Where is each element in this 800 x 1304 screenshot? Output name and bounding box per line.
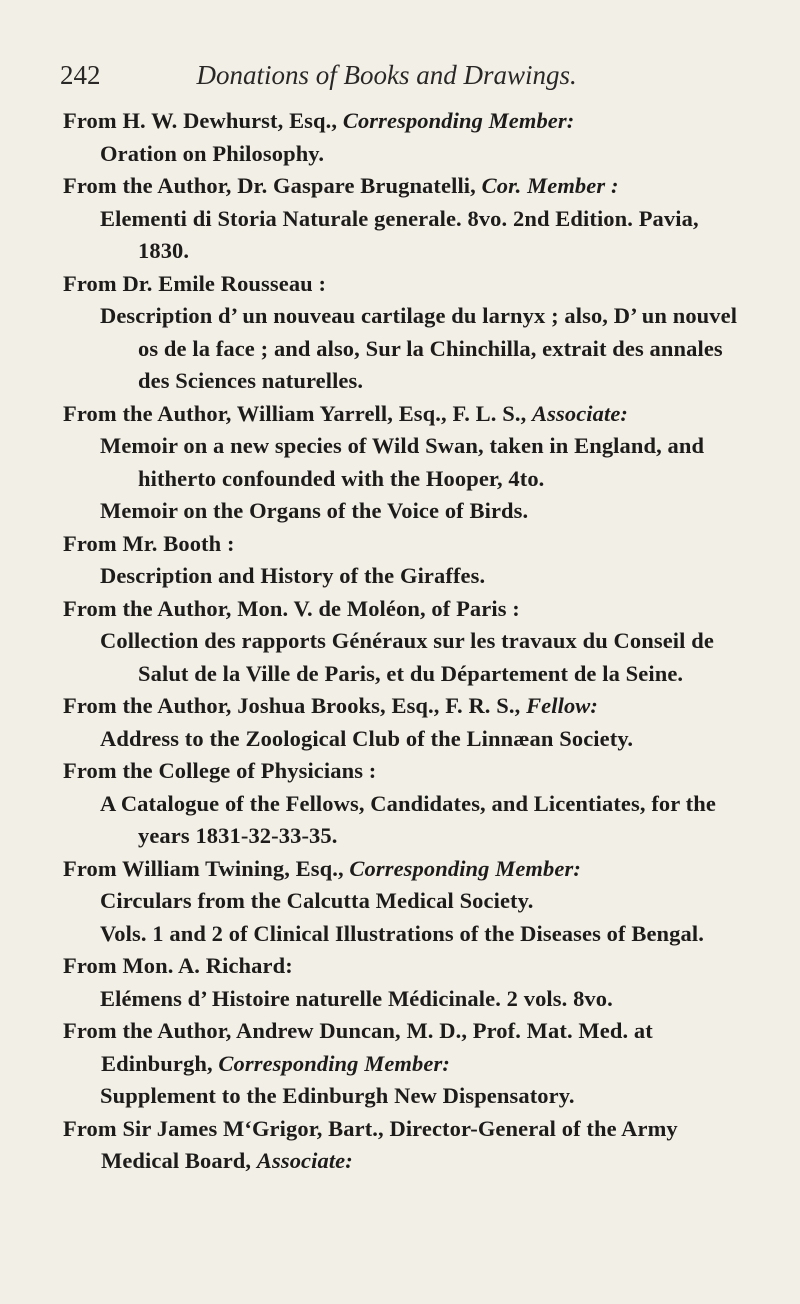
donation-entry <box>63 950 743 1015</box>
donor-role: Associate: <box>532 400 629 426</box>
donated-item: A Catalogue of the Fellows, Candidates, and Licentiates, for the years 1831-32-33-35. <box>100 790 716 848</box>
donation-entry <box>63 593 743 691</box>
donor-role: Cor. Member : <box>481 173 619 198</box>
donated-item: Elémens d’ Histoire naturelle Médicinale. 2 vols. 8vo. <box>100 985 613 1011</box>
donor-role: Fellow: <box>526 693 599 718</box>
donor-line: From Mon. A. Richard: <box>63 953 293 978</box>
donation-entry <box>63 105 743 170</box>
donor-line: From Mr. Booth : <box>63 530 235 556</box>
donor-line: From Sir James M‘Grigor, Bart., Director-General of the Army Medical Board, Associate: <box>63 1115 678 1173</box>
donor-line: From the Author, Dr. Gaspare Brugnatelli, Cor. Member : <box>63 173 619 198</box>
donated-item: Oration on Philosophy. <box>100 140 325 166</box>
donated-item: Description d’ un nouveau cartilage du larnyx ; also, D’ un nouvel os de la face ; and also, Sur la Chinchilla, extrait des annales des Sciences naturelles. <box>100 303 738 393</box>
donor-line: From the Author, William Yarrell, Esq., F. L. S., Associate: <box>63 400 629 426</box>
donor-line: From the Author, Mon. V. de Moléon, of Paris : <box>63 595 520 621</box>
donations-list <box>63 105 743 1178</box>
donated-item: Memoir on a new species of Wild Swan, taken in England, and hitherto confounded with the Hooper, 4to. <box>100 433 705 491</box>
donor-role: Corresponding Member: <box>349 855 581 881</box>
donation-entry <box>63 1015 743 1113</box>
page-number: 242 <box>60 60 101 90</box>
donated-item: Memoir on the Organs of the Voice of Birds. <box>100 498 529 523</box>
donation-entry <box>63 853 743 951</box>
donor-role: Corresponding Member: <box>218 1050 450 1076</box>
donation-entry <box>63 1113 743 1178</box>
donated-item: Address to the Zoological Club of the Linnæan Society. <box>100 725 634 751</box>
donation-entry <box>63 268 743 398</box>
page-header <box>60 60 740 92</box>
donor-line: From Dr. Emile Rousseau : <box>63 270 327 296</box>
donor-line: From the Author, Joshua Brooks, Esq., F. R. S., Fellow: <box>63 693 599 718</box>
donated-item: Collection des rapports Généraux sur les travaux du Conseil de Salut de la Ville de Paris, et du Département de la Seine. <box>100 628 714 686</box>
donated-item: Elementi di Storia Naturale generale. 8vo. 2nd Edition. Pavia, 1830. <box>100 205 699 263</box>
donation-entry <box>63 755 743 853</box>
donated-item: Supplement to the Edinburgh New Dispensatory. <box>100 1083 575 1108</box>
donor-role: Corresponding Member: <box>342 108 575 133</box>
donation-entry <box>63 398 743 528</box>
donation-entry <box>63 170 743 268</box>
donation-entry <box>63 528 743 593</box>
donated-item: Circulars from the Calcutta Medical Society. <box>100 888 534 913</box>
donated-item: Description and History of the Giraffes. <box>100 563 486 588</box>
donor-line: From the College of Physicians : <box>63 758 377 783</box>
donated-item: Vols. 1 and 2 of Clinical Illustrations of the Diseases of Bengal. <box>100 920 704 946</box>
donation-entry <box>63 690 743 755</box>
donor-line: From the Author, Andrew Duncan, M. D., Prof. Mat. Med. at Edinburgh, Corresponding Member: <box>63 1018 653 1076</box>
running-title: Donations of Books and Drawings. <box>196 60 577 90</box>
donor-line: From H. W. Dewhurst, Esq., Corresponding Member: <box>63 108 575 133</box>
donor-role: Associate: <box>256 1148 353 1173</box>
donor-line: From William Twining, Esq., Corresponding Member: <box>63 855 581 881</box>
